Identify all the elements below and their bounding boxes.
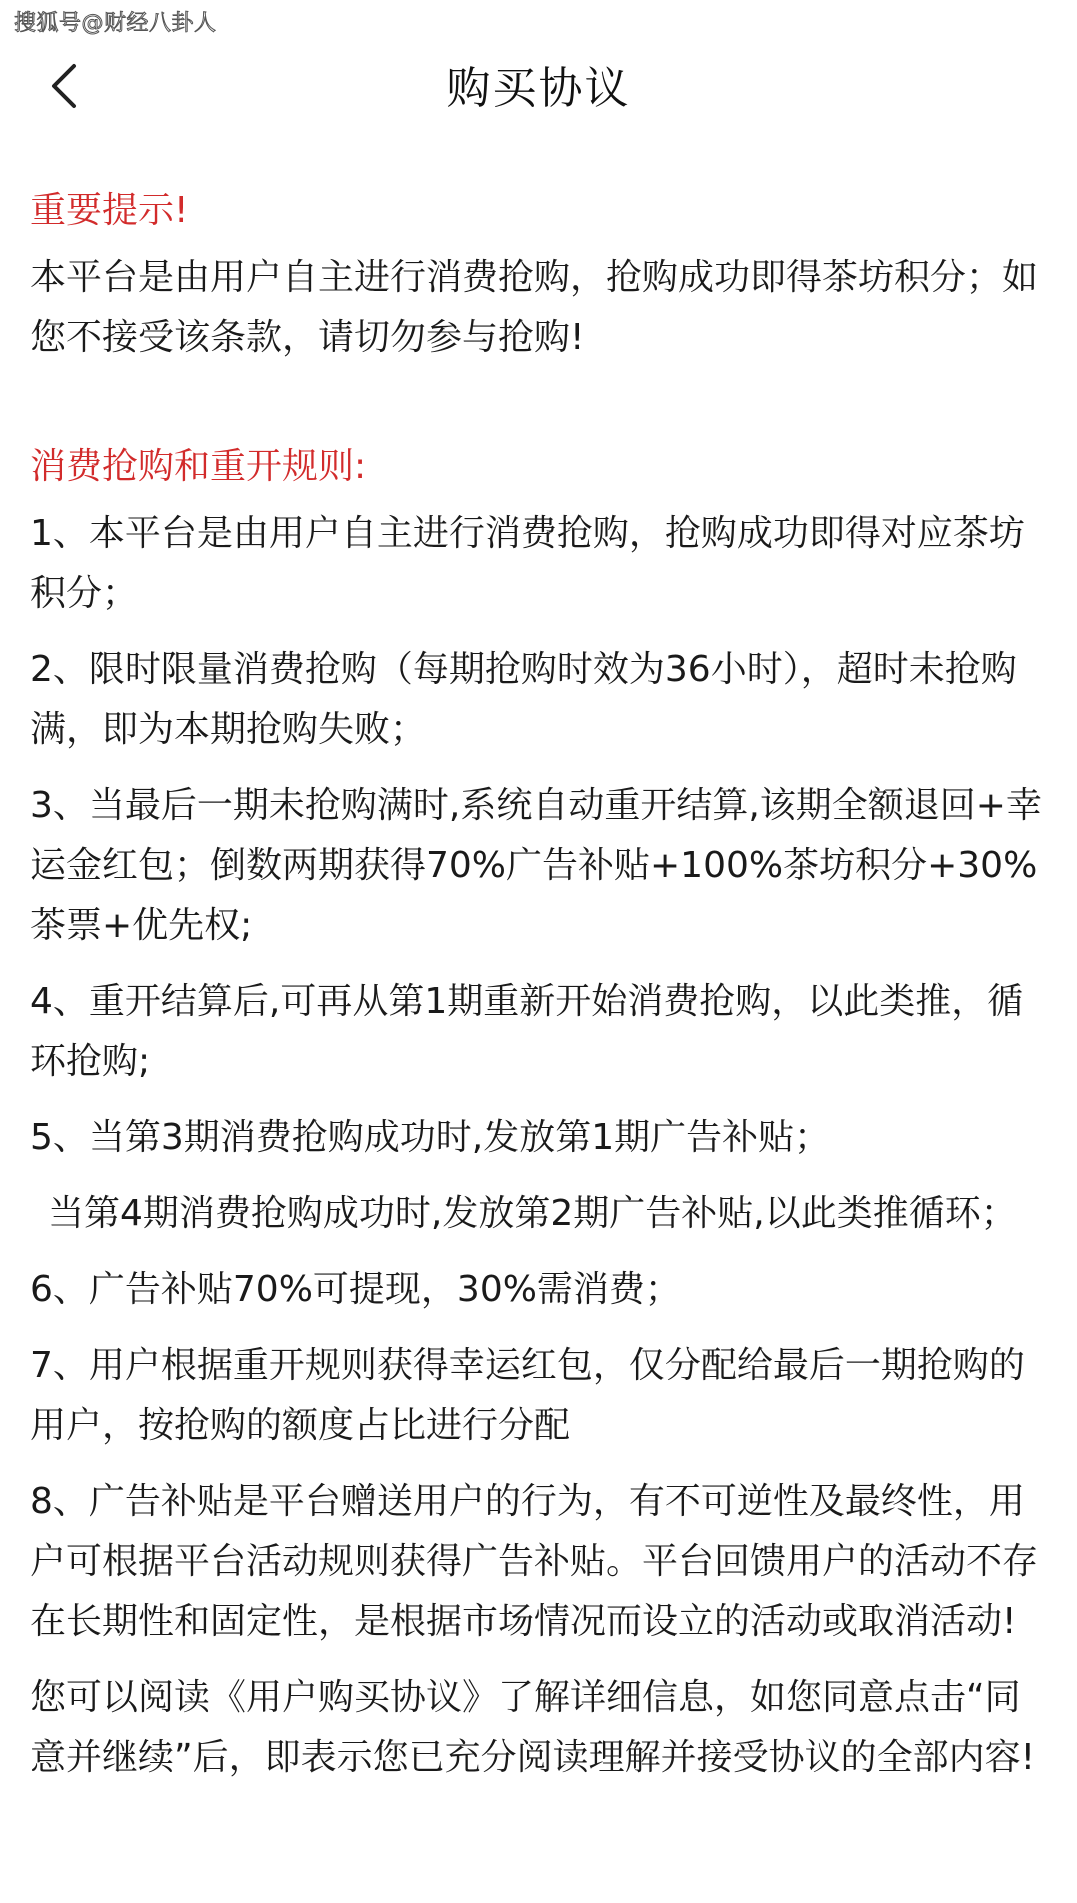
rule-item-5-continued: 当第4期消费抢购成功时,发放第2期广告补贴,以此类推循环； <box>48 1193 1017 1234</box>
rules-heading: 消费抢购和重开规则: <box>30 446 367 487</box>
notice-heading: 重要提示! <box>30 190 189 231</box>
rule-item-3: 3、当最后一期未抢购满时,系统自动重开结算,该期全额退回+幸运金红包；倒数两期获得70%广告补贴+100%茶坊积分+30%茶票+优先权; <box>30 785 1042 946</box>
rule-item-2: 2、限时限量消费抢购（每期抢购时效为36小时），超时未抢购满，即为本期抢购失败； <box>30 649 1017 750</box>
rule-item-8: 8、广告补贴是平台赠送用户的行为，有不可逆性及最终性，用户可根据平台活动规则获得广告补贴。平台回馈用户的活动不存在长期性和固定性，是根据市场情况而设立的活动或取消活动! <box>30 1481 1039 1642</box>
agreement-content <box>30 186 1050 1804</box>
watermark: 搜狐号@财经八卦人 <box>14 11 217 36</box>
rule-item-4: 4、重开结算后,可再从第1期重新开始消费抢购，以此类推，循环抢购; <box>30 981 1024 1082</box>
agreement-consent-text: 您可以阅读《用户购买协议》了解详细信息，如您同意点击“同意并继续”后，即表示您已充分阅读理解并接受协议的全部内容! <box>30 1677 1036 1778</box>
rule-item-1: 1、本平台是由用户自主进行消费抢购，抢购成功即得对应茶坊积分； <box>30 513 1025 614</box>
rule-item-5: 5、当第3期消费抢购成功时,发放第1期广告补贴； <box>30 1117 831 1158</box>
page-title: 购买协议 <box>446 63 631 114</box>
header <box>0 30 1077 140</box>
rule-item-7: 7、用户根据重开规则获得幸运红包，仅分配给最后一期抢购的用户，按抢购的额度占比进行分配 <box>30 1345 1025 1446</box>
notice-text: 本平台是由用户自主进行消费抢购，抢购成功即得茶坊积分；如您不接受该条款，请切勿参与抢购! <box>30 257 1039 358</box>
rule-item-6: 6、广告补贴70%可提现，30%需消费； <box>30 1269 681 1310</box>
